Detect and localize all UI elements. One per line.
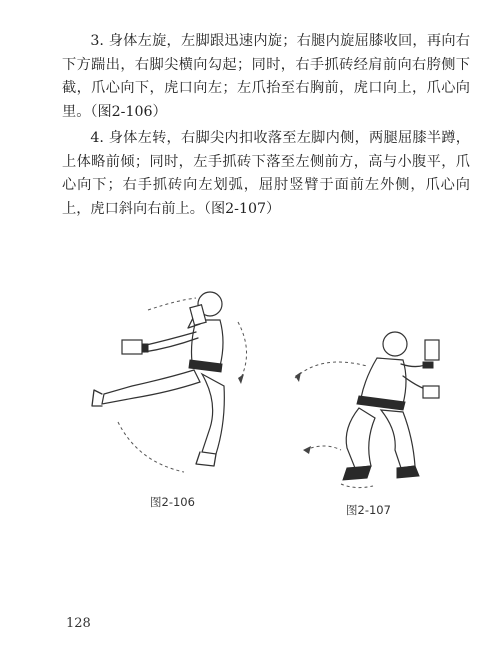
standing-leg	[202, 374, 224, 454]
torso	[192, 320, 224, 366]
brick-right	[425, 340, 439, 360]
figure-2-107-illustration	[285, 318, 460, 498]
kicking-leg	[102, 370, 200, 404]
figure-caption-2-106: 图2-106	[150, 495, 195, 509]
figure-2-106-illustration	[88, 282, 258, 490]
brick-left	[423, 386, 439, 398]
paragraph-step-4: 4. 身体左转，右脚尖内扣收落至左脚内侧，两腿屈膝半蹲，上体略前倾；同时，左手抓砖下落至左侧前方，高与小腹平，爪心向下；右手抓砖向左划弧，屈肘竖臂于面前左外侧，爪心向上，虎口斜向右前上。（图2-107）	[62, 130, 470, 217]
motion-arrow	[238, 322, 247, 380]
brick-right	[122, 340, 142, 354]
motion-arrow	[295, 362, 367, 378]
page-number: 128	[66, 616, 91, 631]
figure-caption-2-107: 图2-107	[346, 503, 391, 517]
paragraph-step-3: 3. 身体左旋，左脚跟迅速内旋；右腿内旋屈膝收回，再向右下方踹出，右脚尖横向勾起；同时，右手抓砖经肩前向右胯侧下截，爪心向下，虎口向左；左爪抬至右胸前，虎口向上，爪心向里。（图2-106）	[62, 33, 470, 120]
right-leg	[381, 410, 415, 468]
left-leg	[346, 408, 375, 468]
head	[383, 332, 407, 356]
